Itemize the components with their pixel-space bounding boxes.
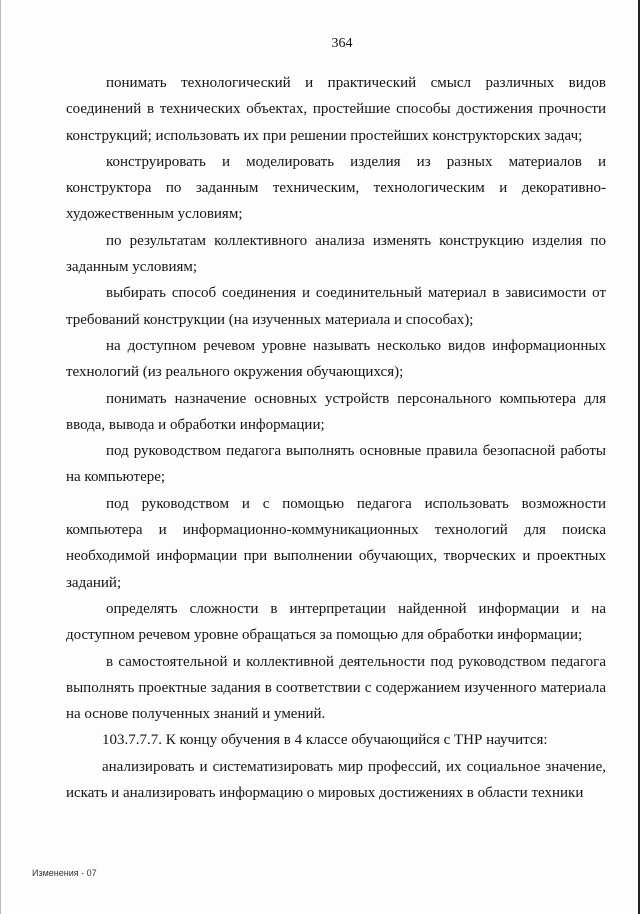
document-body: [66, 70, 606, 806]
paragraph: определять сложности в интерпретации найденной информации и на доступном речевом уровне обращаться за помощью для обработки информации;: [66, 600, 606, 644]
paragraph: понимать назначение основных устройств персонального компьютера для ввода, вывода и обработки информации;: [66, 390, 606, 433]
paragraph: анализировать и систематизировать мир профессий, их социальное значение, искать и анализировать информацию о мировых достижениях в области техники: [66, 758, 606, 802]
paragraph: по результатам коллективного анализа изменять конструкцию изделия по заданным условиям;: [66, 232, 606, 276]
section-heading: 103.7.7.7. К концу обучения в 4 классе обучающийся с ТНР научится:: [102, 732, 548, 749]
paragraph: конструировать и моделировать изделия из разных материалов и конструктора по заданным техническим, технологическим и декоративно-художественным условиям;: [66, 153, 606, 223]
paragraph: под руководством педагога выполнять основные правила безопасной работы на компьютере;: [66, 443, 606, 486]
page-number: 364: [331, 36, 353, 51]
paragraph: понимать технологический и практический смысл различных видов соединений в технических объектах, простейшие способы достижения прочности конструкций; использовать их при решении простейших конструкторских задач;: [66, 75, 606, 144]
paragraph: под руководством и с помощью педагога использовать возможности компьютера и информационно-коммуникационных технологий для поиска необходимой информации при выполнении обучающих, творческих и проектных заданий;: [66, 495, 606, 591]
footer-revision-note: Изменения - 07: [32, 868, 97, 878]
scan-edge-left: [0, 0, 1, 914]
paragraph: выбирать способ соединения и соединительный материал в зависимости от требований конструкции (на изученных материала и способах);: [66, 285, 606, 328]
paragraph: в самостоятельной и коллективной деятельности под руководством педагога выполнять проектные задания в соответствии с содержанием изученного материала на основе полученных знаний и умений.: [66, 653, 606, 723]
paragraph: на доступном речевом уровне называть несколько видов информационных технологий (из реального окружения обучающихся);: [66, 337, 606, 381]
